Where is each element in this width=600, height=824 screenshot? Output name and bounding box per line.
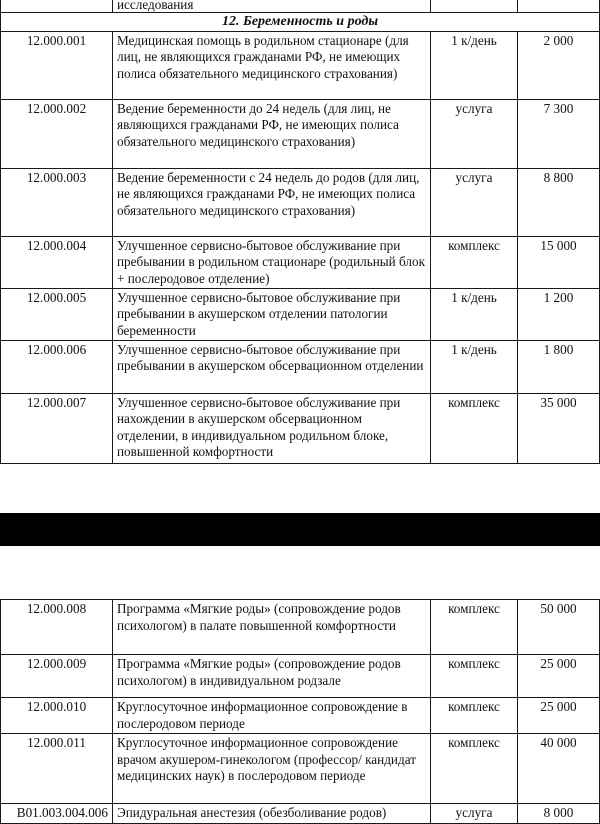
row-unit: услуга: [431, 168, 518, 236]
row-price: 2 000: [518, 31, 600, 99]
table-row: [1, 31, 600, 99]
price-table-part-2: [0, 599, 600, 824]
row-price: 35 000: [518, 393, 600, 463]
row-code: 12.000.005: [1, 288, 113, 340]
table-row: [1, 236, 600, 288]
section-title: 12. Беременность и роды: [1, 13, 600, 32]
table-row: [1, 804, 600, 824]
price-list-page-part-2: [0, 599, 600, 824]
row-unit: комплекс: [431, 655, 518, 698]
row-unit: 1 к/день: [431, 31, 518, 99]
row-name: Улучшенное сервисно-бытовое обслуживание при пребывании в акушерском обсервационном отделении: [113, 340, 431, 393]
table-row: [1, 600, 600, 655]
table-row: [1, 288, 600, 340]
row-code: 12.000.003: [1, 168, 113, 236]
row-price: 25 000: [518, 655, 600, 698]
table-row-fragment: [1, 0, 600, 13]
row-price: 1 800: [518, 340, 600, 393]
row-unit: услуга: [431, 99, 518, 168]
row-name: Круглосуточное информационное сопровождение в послеродовом периоде: [113, 698, 431, 734]
row-code: 12.000.002: [1, 99, 113, 168]
row-price: 50 000: [518, 600, 600, 655]
row-name: Ведение беременности до 24 недель (для лиц, не являющихся гражданами РФ, не имеющих полиса обязательного медицинского страхования): [113, 99, 431, 168]
row-code: 12.000.007: [1, 393, 113, 463]
table-row: [1, 340, 600, 393]
row-price: 7 300: [518, 99, 600, 168]
black-separator-band: [0, 513, 600, 546]
section-heading: [1, 13, 600, 32]
row-price: 1 200: [518, 288, 600, 340]
row-name: Круглосуточное информационное сопровождение врачом акушером-гинекологом (профессор/ кандидат медицинских наук) в послеродовом периоде: [113, 734, 431, 804]
row-name: Улучшенное сервисно-бытовое обслуживание при пребывании в акушерском отделении патологии беременности: [113, 288, 431, 340]
row-name: Ведение беременности с 24 недель до родов (для лиц, не являющихся гражданами РФ, не имеющих полиса обязательного медицинского страхования): [113, 168, 431, 236]
row-price: 25 000: [518, 698, 600, 734]
row-name: Улучшенное сервисно-бытовое обслуживание при нахождении в акушерском обсервационном отделении, в индивидуальном родильном блоке, повышенной комфортности: [113, 393, 431, 463]
row-code: 12.000.006: [1, 340, 113, 393]
row-name: Медицинская помощь в родильном стационаре (для лиц, не являющихся гражданами РФ, не имеющих полиса обязательного медицинского страхования): [113, 31, 431, 99]
row-unit: 1 к/день: [431, 288, 518, 340]
row-code: 12.000.010: [1, 698, 113, 734]
row-code: 12.000.008: [1, 600, 113, 655]
row-price: 15 000: [518, 236, 600, 288]
row-unit: комплекс: [431, 393, 518, 463]
row-price: 8 000: [518, 804, 600, 824]
row-name: Эпидуральная анестезия (обезболивание родов): [113, 804, 431, 824]
row-name: Улучшенное сервисно-бытовое обслуживание при пребывании в родильном стационаре (родильный блок + послеродовое отделение): [113, 236, 431, 288]
table-row: [1, 168, 600, 236]
table-row: [1, 393, 600, 463]
row-unit: 1 к/день: [431, 340, 518, 393]
row-unit: услуга: [431, 804, 518, 824]
table-row: [1, 734, 600, 804]
table-row: [1, 698, 600, 734]
row-code: B01.003.004.006: [1, 804, 113, 824]
row-name: исследования: [113, 0, 431, 13]
row-code: 12.000.011: [1, 734, 113, 804]
row-code: 12.000.004: [1, 236, 113, 288]
row-code: 12.000.001: [1, 31, 113, 99]
row-price: 8 800: [518, 168, 600, 236]
table-row: [1, 99, 600, 168]
row-unit: комплекс: [431, 734, 518, 804]
row-unit: комплекс: [431, 236, 518, 288]
row-name: Программа «Мягкие роды» (сопровождение родов психологом) в индивидуальном родзале: [113, 655, 431, 698]
row-name: Программа «Мягкие роды» (сопровождение родов психологом) в палате повышенной комфортности: [113, 600, 431, 655]
row-code: 12.000.009: [1, 655, 113, 698]
row-unit: комплекс: [431, 698, 518, 734]
row-price: 40 000: [518, 734, 600, 804]
table-row: [1, 655, 600, 698]
row-unit: комплекс: [431, 600, 518, 655]
